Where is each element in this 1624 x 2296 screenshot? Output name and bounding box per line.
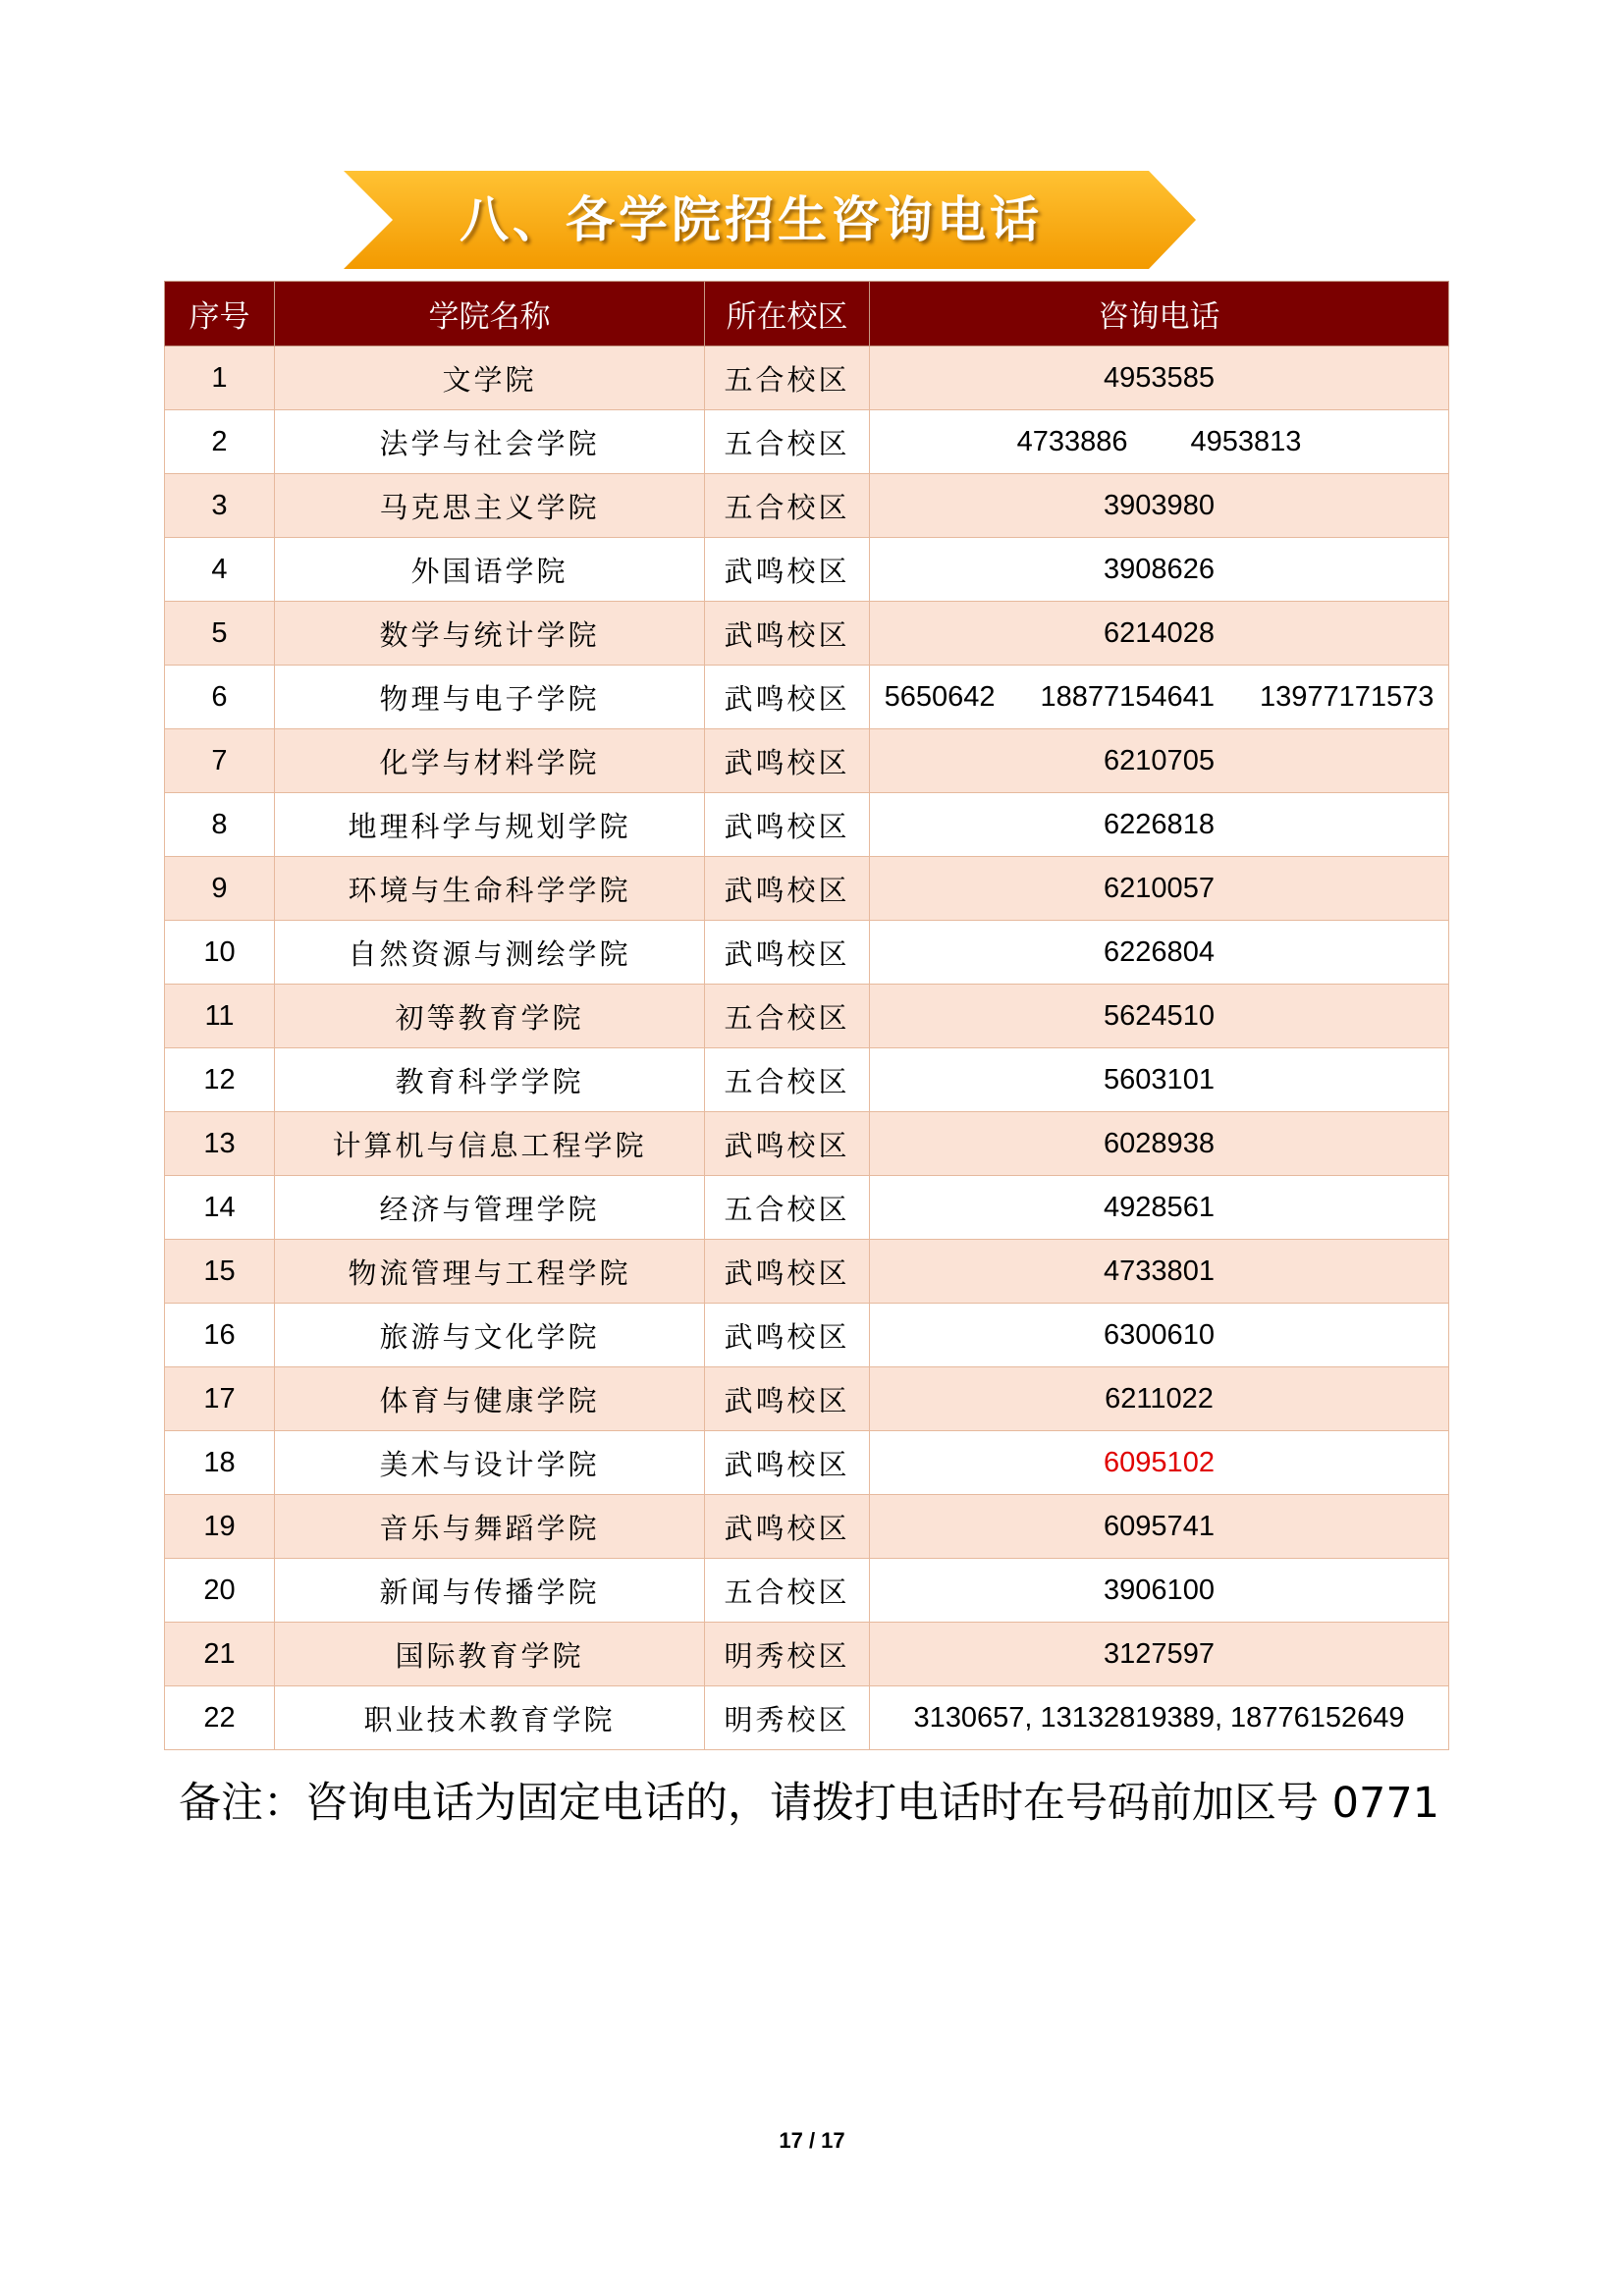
- college-name: 物理与电子学院: [275, 666, 705, 729]
- table-row: [165, 347, 1449, 410]
- college-name: 环境与生命科学学院: [275, 857, 705, 921]
- campus-name: 武鸣校区: [705, 1112, 870, 1176]
- row-number: 10: [165, 921, 275, 985]
- campus-name: 武鸣校区: [705, 538, 870, 602]
- header-phone: 咨询电话: [870, 282, 1449, 347]
- phone-number: 5624510: [1104, 999, 1215, 1032]
- table-row: [165, 1495, 1449, 1559]
- row-number: 15: [165, 1240, 275, 1304]
- row-number: 21: [165, 1623, 275, 1686]
- college-name: 旅游与文化学院: [275, 1304, 705, 1367]
- college-name: 文学院: [275, 347, 705, 410]
- college-name: 马克思主义学院: [275, 474, 705, 538]
- phone-cell: [870, 1112, 1449, 1176]
- phone-cell: [870, 1495, 1449, 1559]
- table-row: [165, 857, 1449, 921]
- campus-name: 明秀校区: [705, 1686, 870, 1750]
- phone-number: 3130657, 13132819389, 18776152649: [913, 1701, 1405, 1734]
- college-name: 自然资源与测绘学院: [275, 921, 705, 985]
- row-number: 20: [165, 1559, 275, 1623]
- table-row: [165, 602, 1449, 666]
- campus-name: 五合校区: [705, 410, 870, 474]
- phone-cell: [870, 1367, 1449, 1431]
- college-name: 外国语学院: [275, 538, 705, 602]
- phone-cell: [870, 857, 1449, 921]
- table-row: [165, 1367, 1449, 1431]
- phone-number: 4953585: [1104, 361, 1215, 394]
- campus-name: 五合校区: [705, 1048, 870, 1112]
- campus-name: 武鸣校区: [705, 1304, 870, 1367]
- row-number: 2: [165, 410, 275, 474]
- phone-cell: [870, 729, 1449, 793]
- phone-number: 4733801: [1104, 1255, 1215, 1287]
- campus-name: 五合校区: [705, 1559, 870, 1623]
- campus-name: 武鸣校区: [705, 602, 870, 666]
- phone-cell: [870, 602, 1449, 666]
- college-name: 国际教育学院: [275, 1623, 705, 1686]
- campus-name: 武鸣校区: [705, 1495, 870, 1559]
- table-row: [165, 1304, 1449, 1367]
- row-number: 6: [165, 666, 275, 729]
- row-number: 12: [165, 1048, 275, 1112]
- phone-cell: [870, 410, 1449, 474]
- campus-name: 武鸣校区: [705, 1367, 870, 1431]
- phone-number: 6226804: [1104, 935, 1215, 968]
- phone-number: 6300610: [1104, 1318, 1215, 1351]
- phone-number: 4953813: [1190, 425, 1302, 457]
- row-number: 13: [165, 1112, 275, 1176]
- row-number: 11: [165, 985, 275, 1048]
- table-row: [165, 1112, 1449, 1176]
- table-row: [165, 1623, 1449, 1686]
- phone-number: 5650642: [884, 680, 996, 713]
- phone-number: 6095741: [1104, 1510, 1215, 1542]
- footnote: 备注：咨询电话为固定电话的，请拨打电话时在号码前加区号 0771: [179, 1779, 1440, 1828]
- phone-number: 6210057: [1104, 872, 1215, 904]
- phone-cell: [870, 1431, 1449, 1495]
- table-body: [165, 347, 1449, 1750]
- phone-number: 6214028: [1104, 616, 1215, 649]
- phone-cell: [870, 1240, 1449, 1304]
- phone-number: 3906100: [1104, 1574, 1215, 1606]
- college-name: 地理科学与规划学院: [275, 793, 705, 857]
- row-number: 19: [165, 1495, 275, 1559]
- row-number: 8: [165, 793, 275, 857]
- phone-cell: [870, 347, 1449, 410]
- phone-cell: [870, 1559, 1449, 1623]
- phone-cell: [870, 1304, 1449, 1367]
- phone-cell: [870, 1623, 1449, 1686]
- row-number: 4: [165, 538, 275, 602]
- phone-number: 6210705: [1104, 744, 1215, 776]
- campus-name: 武鸣校区: [705, 1240, 870, 1304]
- header-college: 学院名称: [275, 282, 705, 347]
- phone-cell: [870, 1048, 1449, 1112]
- phone-number: 13977171573: [1259, 680, 1435, 713]
- table-row: [165, 729, 1449, 793]
- college-name: 教育科学学院: [275, 1048, 705, 1112]
- table-row: [165, 1559, 1449, 1623]
- title-banner: [344, 171, 1198, 269]
- campus-name: 武鸣校区: [705, 921, 870, 985]
- table-row: [165, 1686, 1449, 1750]
- header-number: 序号: [165, 282, 275, 347]
- table-row: [165, 1176, 1449, 1240]
- row-number: 5: [165, 602, 275, 666]
- college-name: 职业技术教育学院: [275, 1686, 705, 1750]
- phone-number: 4733886: [1016, 425, 1128, 457]
- row-number: 3: [165, 474, 275, 538]
- table-row: [165, 1048, 1449, 1112]
- college-name: 经济与管理学院: [275, 1176, 705, 1240]
- campus-name: 武鸣校区: [705, 666, 870, 729]
- table-row: [165, 1431, 1449, 1495]
- college-name: 初等教育学院: [275, 985, 705, 1048]
- phone-number: 3903980: [1104, 489, 1215, 521]
- college-name: 美术与设计学院: [275, 1431, 705, 1495]
- college-name: 数学与统计学院: [275, 602, 705, 666]
- phone-number: 6028938: [1104, 1127, 1215, 1159]
- table-row: [165, 410, 1449, 474]
- campus-name: 武鸣校区: [705, 857, 870, 921]
- table-header-row: [165, 282, 1449, 347]
- table-row: [165, 538, 1449, 602]
- college-name: 化学与材料学院: [275, 729, 705, 793]
- row-number: 1: [165, 347, 275, 410]
- phone-cell: [870, 1686, 1449, 1750]
- row-number: 14: [165, 1176, 275, 1240]
- phone-cell: [870, 474, 1449, 538]
- phone-number: 3908626: [1104, 553, 1215, 585]
- header-campus: 所在校区: [705, 282, 870, 347]
- row-number: 18: [165, 1431, 275, 1495]
- phone-cell: [870, 793, 1449, 857]
- college-name: 计算机与信息工程学院: [275, 1112, 705, 1176]
- phone-number: 5603101: [1104, 1063, 1215, 1095]
- college-name: 物流管理与工程学院: [275, 1240, 705, 1304]
- phone-cell: [870, 666, 1449, 729]
- contact-table: [164, 281, 1449, 1750]
- table-row: [165, 793, 1449, 857]
- campus-name: 五合校区: [705, 1176, 870, 1240]
- page-indicator: 17 / 17: [779, 2128, 845, 2153]
- table-row: [165, 474, 1449, 538]
- college-name: 新闻与传播学院: [275, 1559, 705, 1623]
- row-number: 17: [165, 1367, 275, 1431]
- campus-name: 五合校区: [705, 985, 870, 1048]
- row-number: 7: [165, 729, 275, 793]
- college-name: 体育与健康学院: [275, 1367, 705, 1431]
- campus-name: 五合校区: [705, 347, 870, 410]
- row-number: 9: [165, 857, 275, 921]
- campus-name: 明秀校区: [705, 1623, 870, 1686]
- college-name: 音乐与舞蹈学院: [275, 1495, 705, 1559]
- phone-number: 6095102: [1104, 1446, 1215, 1478]
- college-name: 法学与社会学院: [275, 410, 705, 474]
- row-number: 16: [165, 1304, 275, 1367]
- row-number: 22: [165, 1686, 275, 1750]
- campus-name: 武鸣校区: [705, 793, 870, 857]
- table-row: [165, 921, 1449, 985]
- phone-number: 18877154641: [1040, 680, 1215, 713]
- phone-number: 6226818: [1104, 808, 1215, 840]
- phone-cell: [870, 985, 1449, 1048]
- table-row: [165, 1240, 1449, 1304]
- phone-number: 3127597: [1104, 1637, 1215, 1670]
- table-row: [165, 985, 1449, 1048]
- phone-cell: [870, 538, 1449, 602]
- phone-cell: [870, 1176, 1449, 1240]
- campus-name: 武鸣校区: [705, 1431, 870, 1495]
- phone-cell: [870, 921, 1449, 985]
- phone-number: 6211022: [1105, 1382, 1214, 1415]
- page-title: 八、各学院招生咨询电话: [460, 191, 1043, 248]
- table-row: [165, 666, 1449, 729]
- campus-name: 武鸣校区: [705, 729, 870, 793]
- phone-number: 4928561: [1104, 1191, 1215, 1223]
- campus-name: 五合校区: [705, 474, 870, 538]
